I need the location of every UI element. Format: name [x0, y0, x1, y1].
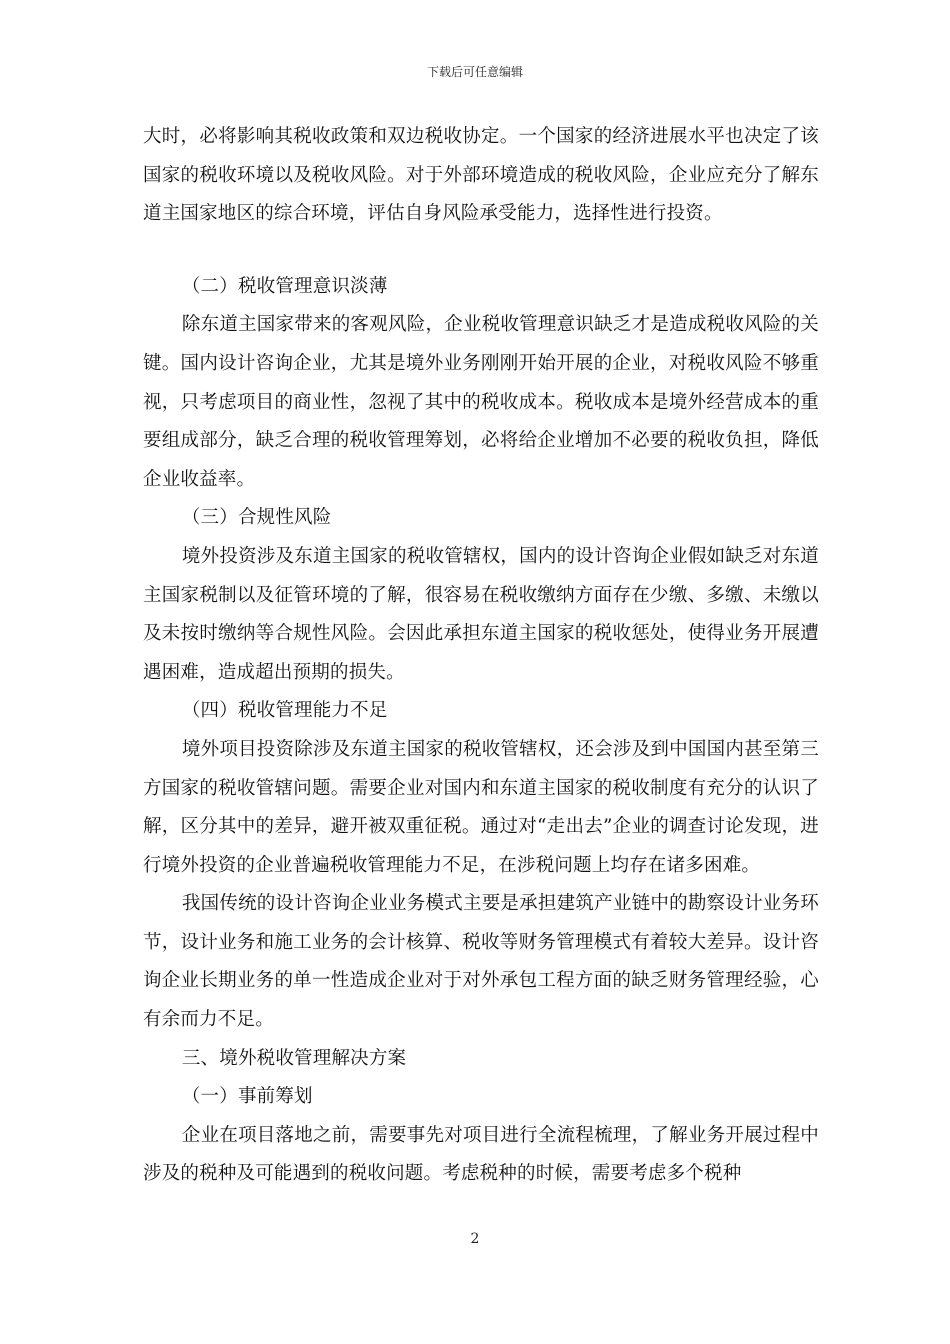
- paragraph: 境外投资涉及东道主国家的税收管辖权，国内的设计咨询企业假如缺乏对东道主国家税制以及征管环境的了解，很容易在税收缴纳方面存在少缴、多缴、未缴以及未按时缴纳等合规性风险。会因此承担东道主国家的税收惩处，使得业务开展遭遇困难，造成超出预期的损失。: [143, 545, 819, 683]
- paragraph: 境外项目投资除涉及东道主国家的税收管辖权，还会涉及到中国国内甚至第三方国家的税收管辖问题。需要企业对国内和东道主国家的税收制度有充分的认识了解，区分其中的差异，避开被双重征税。通过对“走出去”企业的调查讨论发现，进行境外投资的企业普遍税收管理能力不足，在涉税问题上均存在诸多困难。: [143, 738, 819, 876]
- chapter-heading: 三、境外税收管理解决方案: [181, 1047, 407, 1069]
- page-header: 下载后可任意编辑: [426, 65, 523, 79]
- section-heading-4: （四）税收管理能力不足: [181, 700, 388, 722]
- paragraph: 我国传统的设计咨询企业业务模式主要是承担建筑产业链中的勘察设计业务环节，设计业务和施工业务的会计核算、税收等财务管理模式有着较大差异。设计咨询企业长期业务的单一性造成企业对于对外承包工程方面的缺乏财务管理经验，心有余而力不足。: [143, 893, 819, 1031]
- page-number: 2: [470, 1231, 480, 1247]
- section-heading-3: （三）合规性风险: [181, 507, 332, 529]
- section-heading-1: （一）事前筹划: [181, 1086, 313, 1108]
- paragraph: 除东道主国家带来的客观风险，企业税收管理意识缺乏才是造成税收风险的关键。国内设计咨询企业，尤其是境外业务刚刚开始开展的企业，对税收风险不够重视，只考虑项目的商业性，忽视了其中的税收成本。税收成本是境外经营成本的重要组成部分，缺乏合理的税收管理筹划，必将给企业增加不必要的税收负担，降低企业收益率。: [143, 314, 819, 490]
- section-heading-2: （二）税收管理意识淡薄: [181, 275, 388, 297]
- paragraph-continuation: 大时，必将影响其税收政策和双边税收协定。一个国家的经济进展水平也决定了该国家的税收环境以及税收风险。对于外部环境造成的税收风险，企业应充分了解东道主国家地区的综合环境，评估自身风险承受能力，选择性进行投资。: [143, 126, 819, 225]
- document-body: [143, 118, 819, 1194]
- paragraph: 企业在项目落地之前，需要事先对项目进行全流程梳理，了解业务开展过程中涉及的税种及可能遇到的税收问题。考虑税种的时候，需要考虑多个税种: [143, 1124, 819, 1185]
